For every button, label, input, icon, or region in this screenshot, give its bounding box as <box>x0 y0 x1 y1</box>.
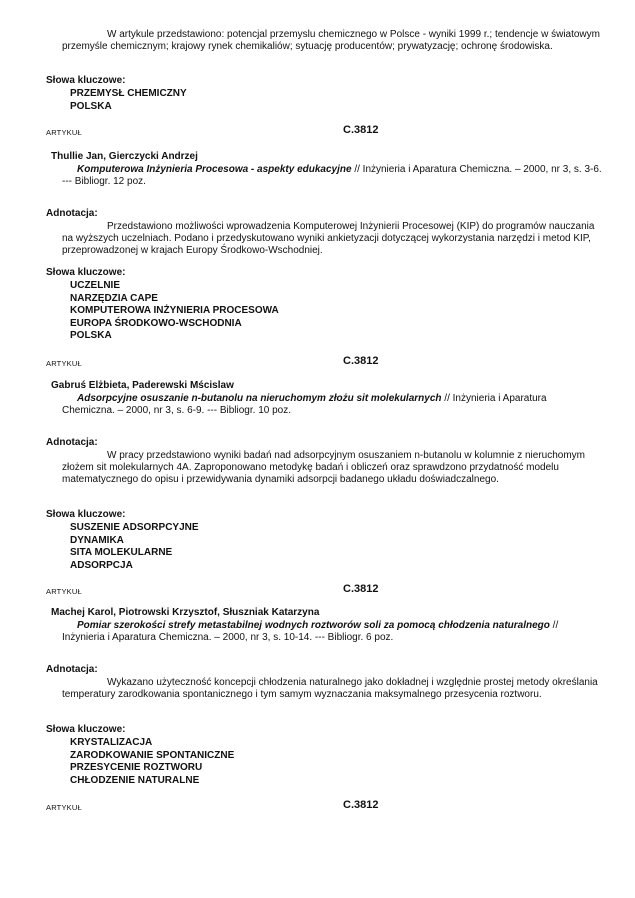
keyword: SITA MOLEKULARNE <box>70 547 173 559</box>
entry-annotation: Przedstawiono możliwości wprowadzenia Komputerowej Inżynierii Procesowej (KIP) do programów nauczania na wyższych uczelniach. Podano i przedyskutowano wyniki ankietyzacji dotyczącej wykorzystania narzędzi i metod KIP, przeprowadzonej w krajach Europy Środkowo-Wschodniej. <box>62 221 595 256</box>
keyword: PRZESYCENIE ROZTWORU <box>70 762 203 774</box>
keywords-label: Słowa kluczowe: <box>46 267 126 278</box>
entry-citation <box>62 393 602 417</box>
entry-source: // Inżynieria i Aparatura Chemiczna. – 2000, nr 3, s. 6-9. --- Bibliogr. 10 poz. <box>62 393 547 416</box>
keywords-label: Słowa kluczowe: <box>46 75 126 86</box>
entry-title: Pomiar szerokości strefy metastabilnej wodnych roztworów soli za pomocą chłodzenia naturalnego <box>77 620 550 631</box>
entry-authors: Machej Karol, Piotrowski Krzysztof, Słuszniak Katarzyna <box>51 607 320 618</box>
keyword: SUSZENIE ADSORPCYJNE <box>70 522 199 533</box>
record-type: ARTYKUŁ <box>46 128 82 137</box>
annotation-label: Adnotacja: <box>46 437 98 448</box>
keyword: NARZĘDZIA CAPE <box>70 292 158 304</box>
record-type: ARTYKUŁ <box>46 359 82 368</box>
keywords-list <box>70 522 199 572</box>
keyword: UCZELNIE <box>70 280 120 291</box>
record-code: C.3812 <box>343 799 379 811</box>
keyword: ADSORPCJA <box>70 559 133 571</box>
record-code: C.3812 <box>343 583 379 595</box>
keyword: ZARODKOWANIE SPONTANICZNE <box>70 749 235 761</box>
keyword: POLSKA <box>70 100 112 112</box>
intro-annotation: W artykule przedstawiono: potencjal przemyslu chemicznego w Polsce - wyniki 1999 r.; tendencje w światowym przemyśle chemicznym; krajowy rynek chemikaliów; sytuację producentów; prywatyzację; ochronę środowiska. <box>62 29 600 52</box>
keyword: DYNAMIKA <box>70 534 124 546</box>
entry-source: // Inżynieria i Aparatura Chemiczna. – 2000, nr 3, s. 10-14. --- Bibliogr. 6 poz. <box>62 620 559 643</box>
entry-citation <box>62 164 602 188</box>
entry-citation <box>62 620 602 644</box>
keyword: PRZEMYSŁ CHEMICZNY <box>70 88 187 99</box>
keyword: KRYSTALIZACJA <box>70 737 153 748</box>
keyword: POLSKA <box>70 330 112 342</box>
keyword: EUROPA ŚRODKOWO-WSCHODNIA <box>70 317 242 329</box>
annotation-label: Adnotacja: <box>46 208 98 219</box>
keywords-list <box>70 88 187 113</box>
entry-annotation: Wykazano użyteczność koncepcji chłodzenia naturalnego jako dokładnej i względnie prostej metody określania temperatury zarodkowania spontanicznego i tym samym wyznaczania maksymalnego przesycenia roztworu. <box>62 677 598 700</box>
annotation-label: Adnotacja: <box>46 664 98 675</box>
record-type: ARTYKUŁ <box>46 803 82 812</box>
entry-source: // Inżynieria i Aparatura Chemiczna. – 2000, nr 3, s. 3-6. --- Bibliogr. 12 poz. <box>62 164 602 187</box>
keyword: CHŁODZENIE NATURALNE <box>70 774 200 786</box>
record-type: ARTYKUŁ <box>46 587 82 596</box>
entry-authors: Gabruś Elżbieta, Paderewski Mścislaw <box>51 380 234 391</box>
record-code: C.3812 <box>343 355 379 367</box>
keywords-list <box>70 280 279 343</box>
entry-authors: Thullie Jan, Gierczycki Andrzej <box>51 151 198 162</box>
entry-title: Komputerowa Inżynieria Procesowa - aspekty edukacyjne <box>77 164 352 175</box>
keywords-list <box>70 737 234 787</box>
entry-annotation: W pracy przedstawiono wyniki badań nad adsorpcyjnym osuszaniem n-butanolu w kolumnie z nieruchomym złożem sit molekularnych 4A. Zaproponowano metodykę badań i obliczeń oraz sprawdzono przydatność modelu matematycznego do opisu i przewidywania dynamiki adsorpcji badanego układu doświadczalnego. <box>62 450 586 485</box>
keyword: KOMPUTEROWA INŻYNIERIA PROCESOWA <box>70 305 279 317</box>
entry-title: Adsorpcyjne osuszanie n-butanolu na nieruchomym złożu sit molekularnych <box>77 393 442 404</box>
keywords-label: Słowa kluczowe: <box>46 724 126 735</box>
keywords-label: Słowa kluczowe: <box>46 509 126 520</box>
record-code: C.3812 <box>343 124 379 136</box>
